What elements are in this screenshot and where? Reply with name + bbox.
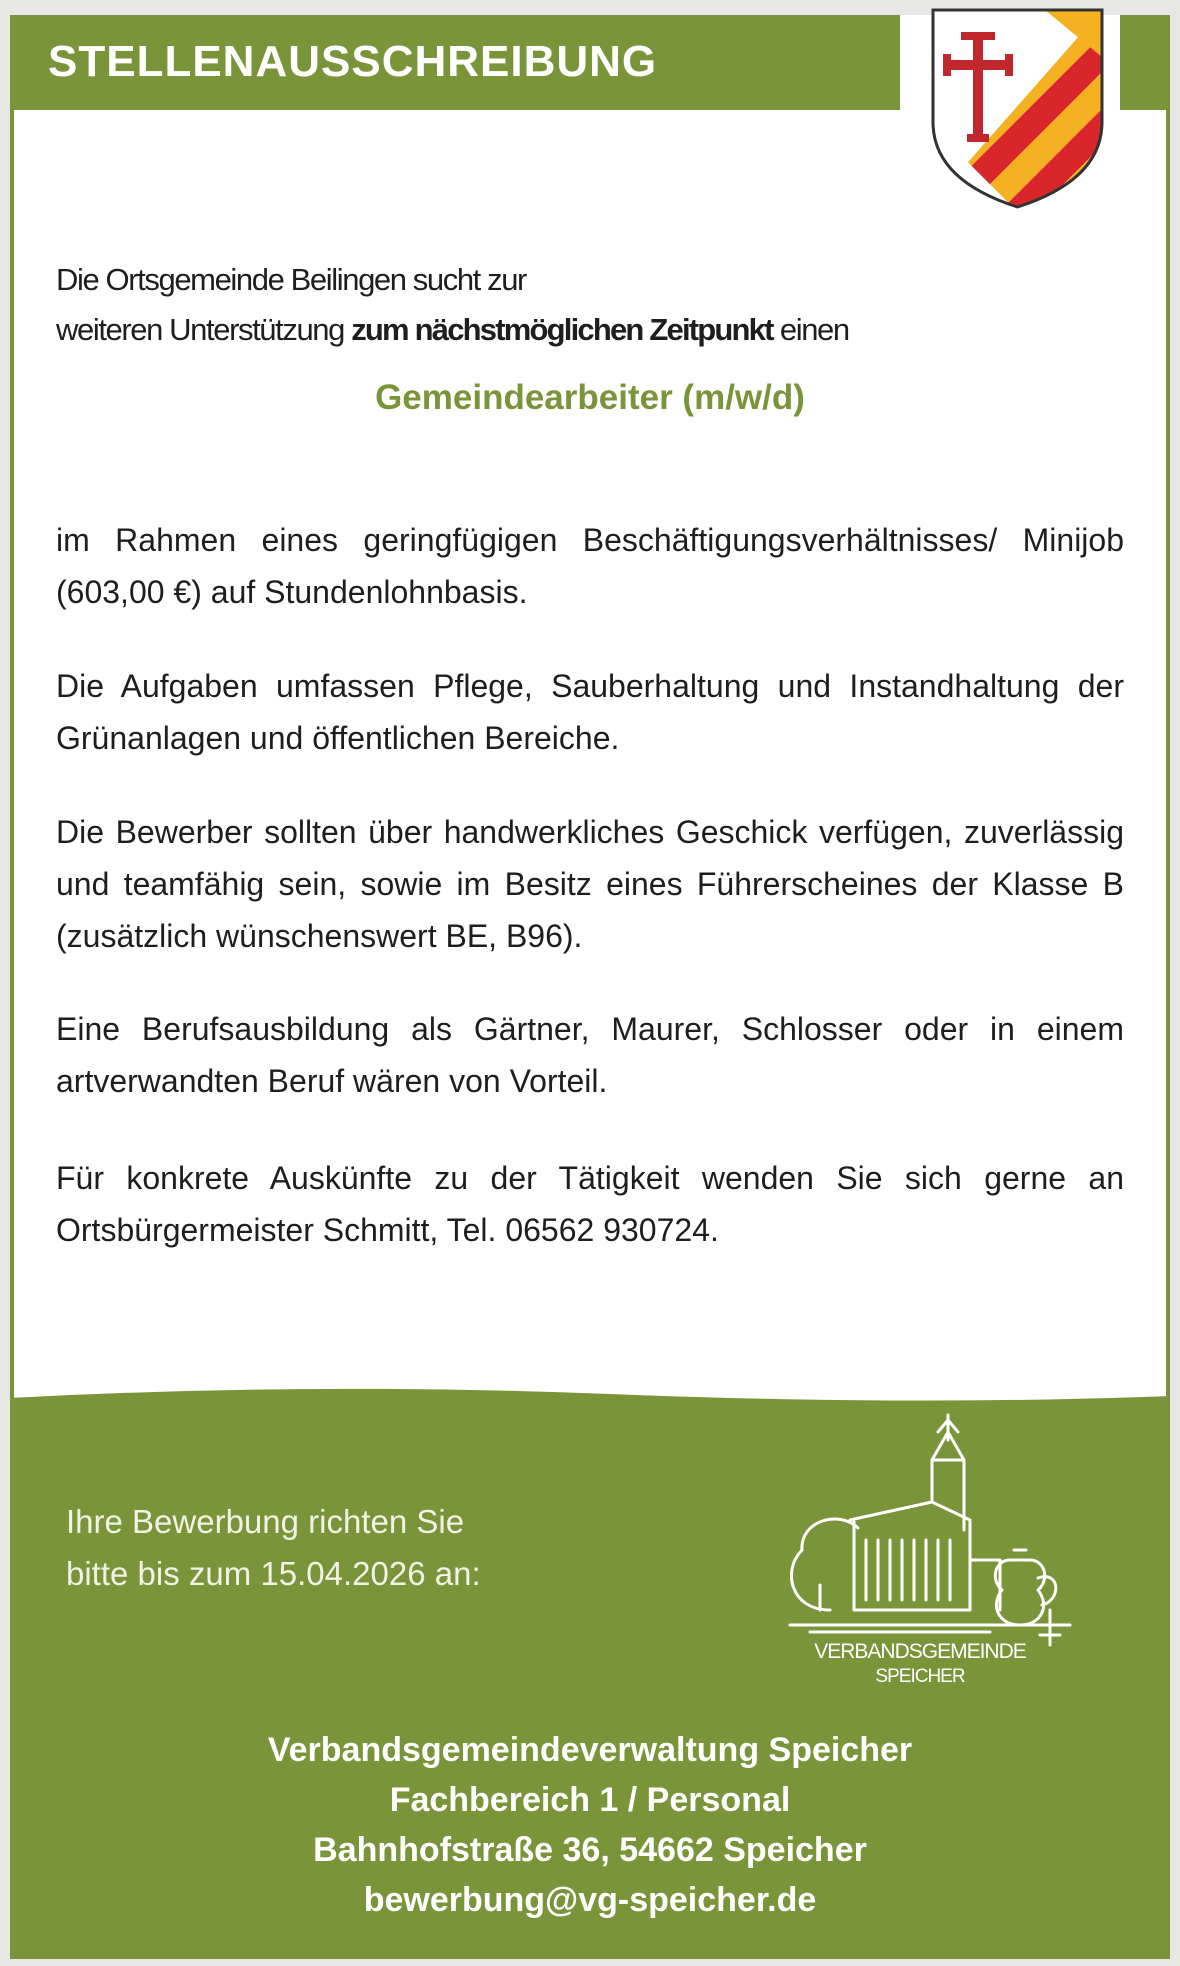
paragraph-employment: im Rahmen eines geringfügigen Beschäftigungsverhältnisses/ Minijob (603,00 €) auf Stundenlohnbasis. <box>56 522 1124 610</box>
intro-text <box>56 255 1126 355</box>
intro-line-2-bold: zum nächstmöglichen Zeitpunkt <box>351 312 773 347</box>
intro-line-2-start: weiteren Unterstützung <box>56 312 352 347</box>
logo-line-2: SPEICHER <box>875 1666 965 1687</box>
coat-of-arms-icon <box>925 2 1110 212</box>
address-block <box>0 1725 1180 1925</box>
paragraph-contact: Für konkrete Auskünfte zu der Tätigkeit wenden Sie sich gerne an Ortsbürgermeister Schmitt, Tel. 06562 930724. <box>56 1160 1124 1248</box>
title-bar <box>10 15 900 110</box>
address-street: Bahnhofstraße 36, 54662 Speicher <box>313 1831 867 1869</box>
paragraph-tasks: Die Aufgaben umfassen Pflege, Sauberhaltung und Instandhaltung der Grünanlagen und öffentlichen Bereiche. <box>56 668 1124 756</box>
intro-line-1: Die Ortsgemeinde Beilingen sucht zur <box>56 262 526 297</box>
apply-line-1: Ihre Bewerbung richten Sie <box>66 1503 465 1540</box>
address-email[interactable]: bewerbung@vg-speicher.de <box>363 1881 817 1919</box>
apply-instructions <box>66 1496 481 1600</box>
logo-line-1: VERBANDSGEMEINDE <box>814 1640 1026 1663</box>
address-org: Verbandsgemeindeverwaltung Speicher <box>267 1731 913 1769</box>
page-title: STELLENAUSSCHREIBUNG <box>48 37 658 86</box>
paragraph-requirements: Die Bewerber sollten über handwerkliches Geschick verfügen, zuverlässig und teamfähig sein, sowie im Besitz eines Führerscheines der Klasse B (zusätzlich wünschenswert BE, B96). <box>56 814 1124 954</box>
apply-line-2: bitte bis zum 15.04.2026 an: <box>66 1555 481 1592</box>
job-title: Gemeindearbeiter (m/w/d) <box>375 378 805 417</box>
intro-line-2 <box>56 305 1126 355</box>
address-dept: Fachbereich 1 / Personal <box>389 1781 791 1819</box>
paragraph-training: Eine Berufsausbildung als Gärtner, Maurer, Schlosser oder in einem artverwandten Beruf wären von Vorteil. <box>56 1011 1124 1099</box>
church-logo-icon <box>770 1410 1080 1700</box>
intro-line-2-end: einen <box>772 312 849 347</box>
